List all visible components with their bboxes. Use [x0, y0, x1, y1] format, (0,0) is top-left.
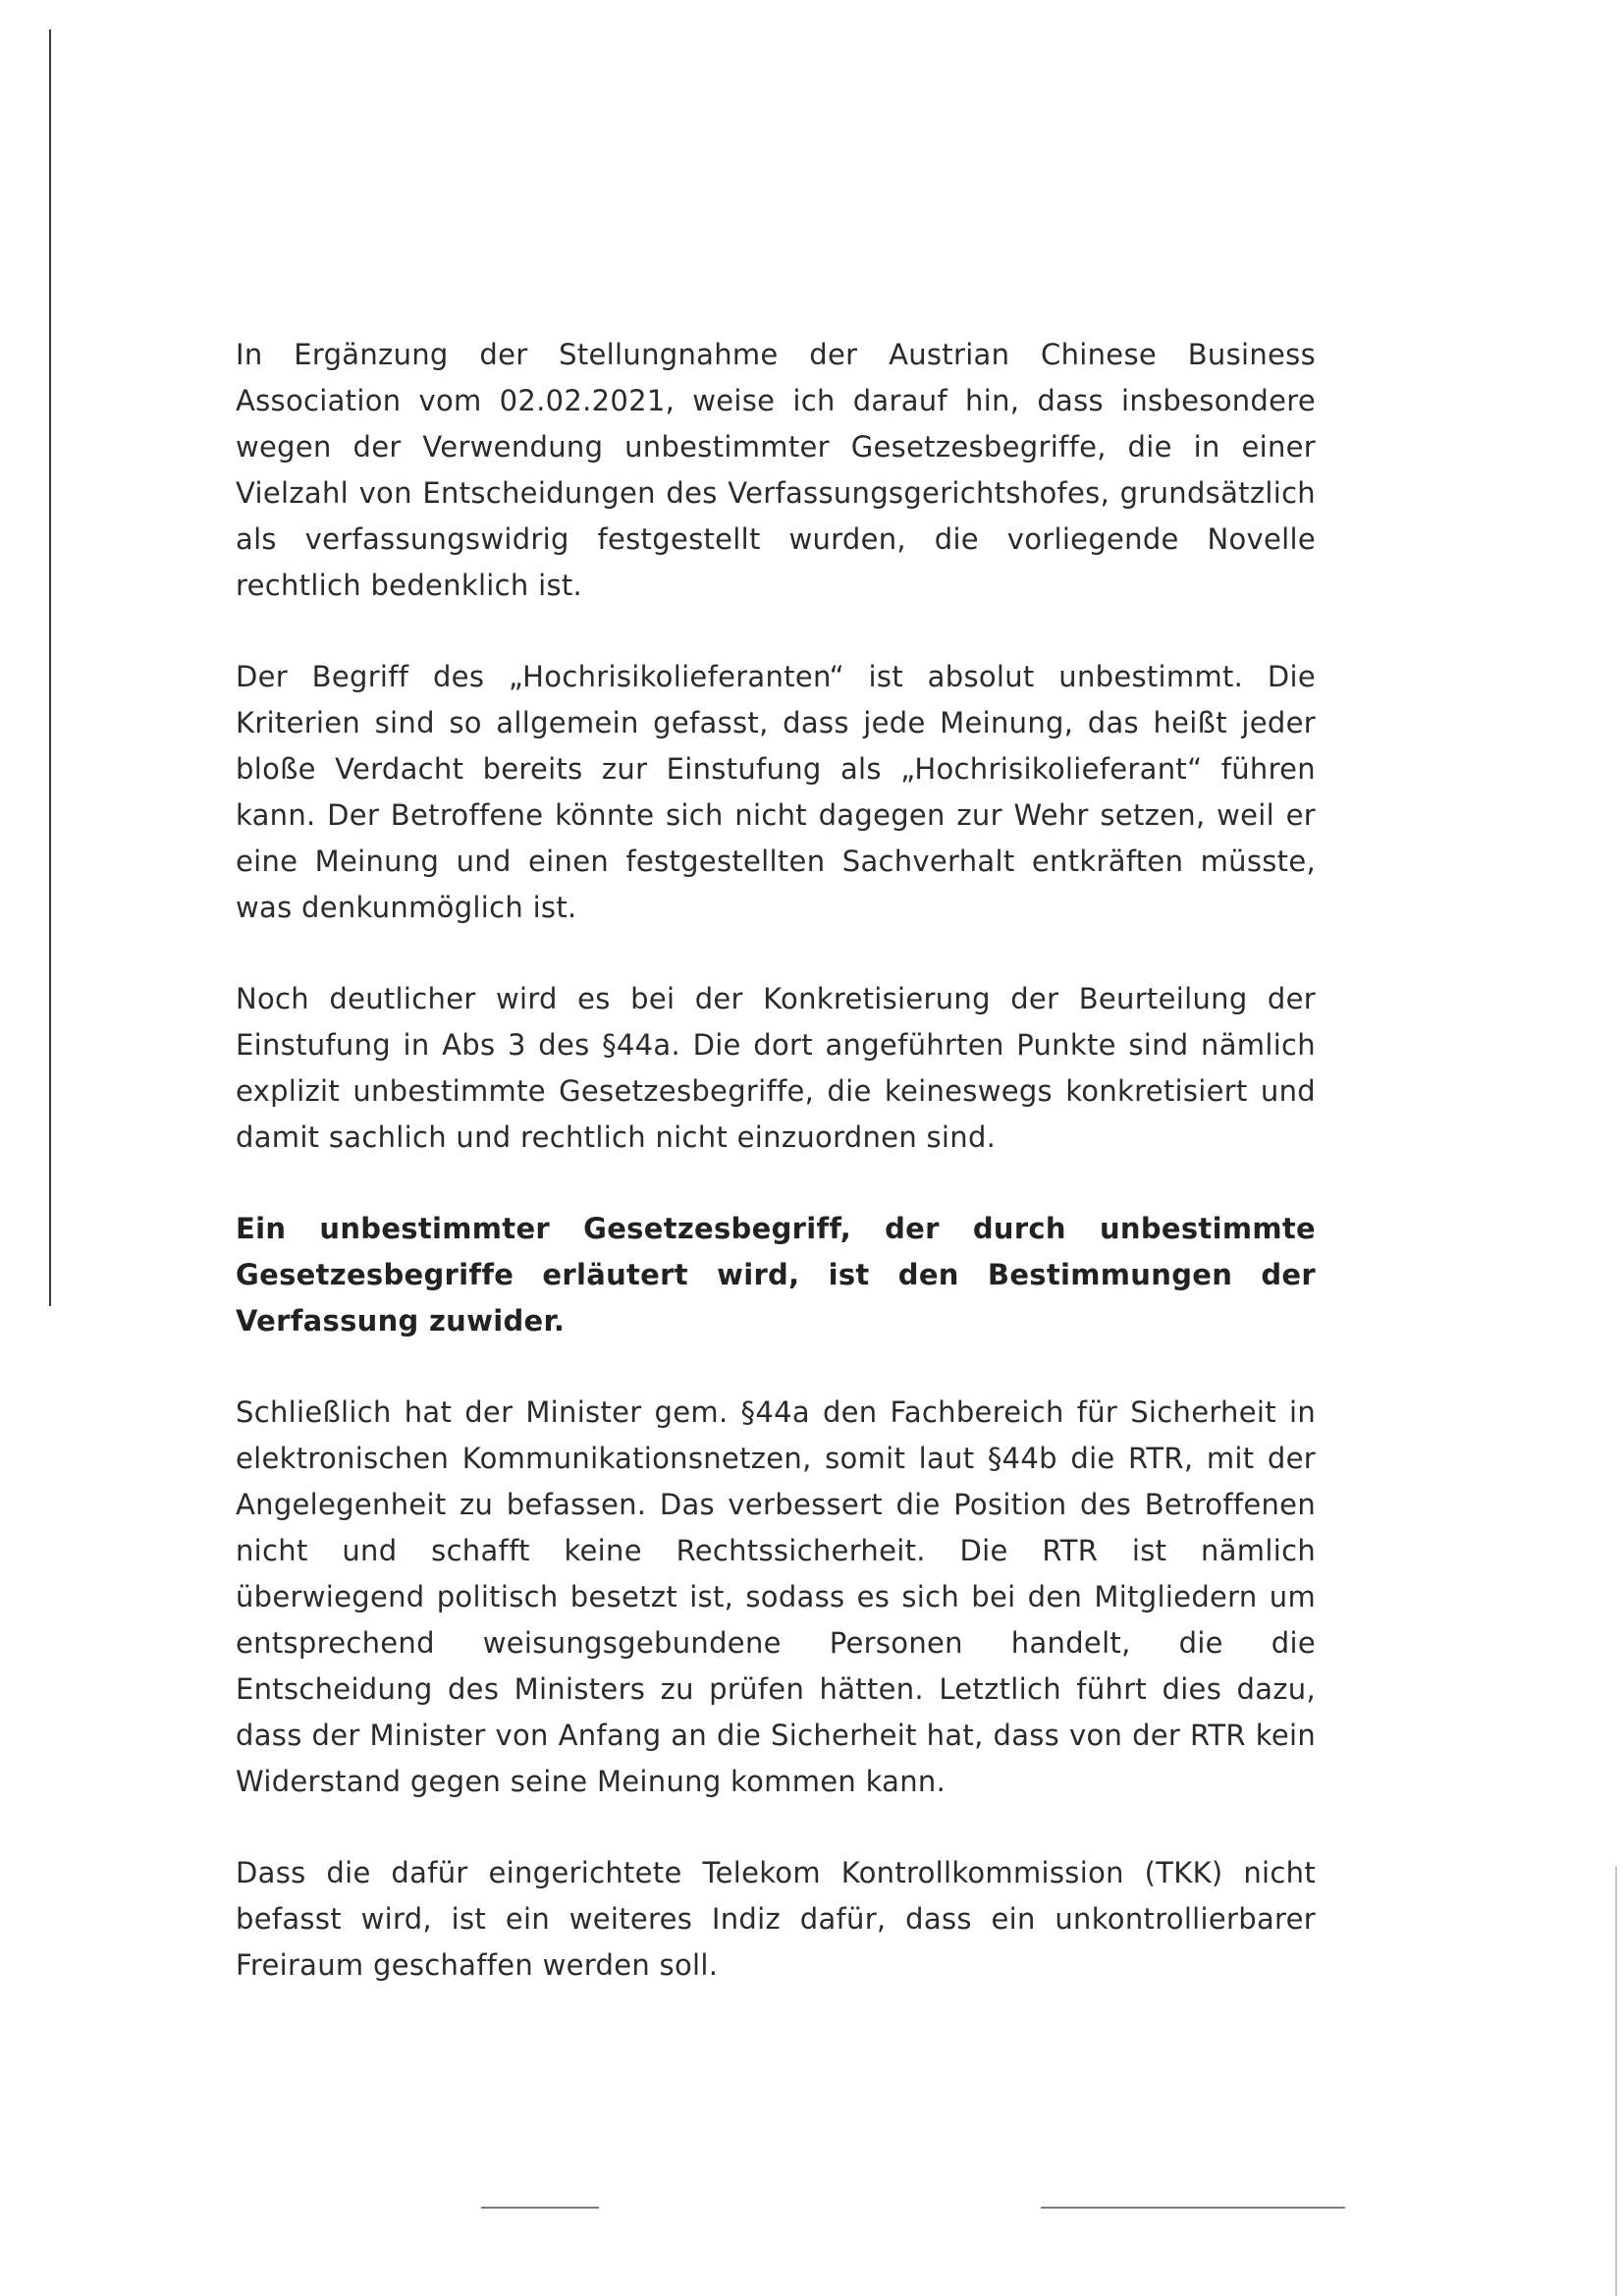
paragraph-konkretisierung: Noch deutlicher wird es bei der Konkretisierung der Beurteilung der Einstufung in Abs 3 des §44a. Die dort angeführten Punkte sind nämlich explizit unbestimmte Gesetzesbegriffe, die keineswegs konkretisiert und damit sachlich und rechtlich nicht einzuordnen sind.: [236, 982, 1316, 1154]
footer-rule-left: [481, 2207, 599, 2209]
scan-border-left: [49, 29, 51, 1306]
scan-border-right: [1615, 1866, 1617, 2296]
paragraph-hochrisikolieferant: Der Begriff des „Hochrisikolieferanten“ ist absolut unbestimmt. Die Kriterien sind so allgemein gefasst, dass jede Meinung, das heißt jeder bloße Verdacht bereits zur Einstufung als „Hochrisikolieferant“ führen kann. Der Betroffene könnte sich nicht dagegen zur Wehr setzen, weil er eine Meinung und einen festgestellten Sachverhalt entkräften müsste, was denkunmöglich ist.: [236, 660, 1316, 924]
paragraph-introduction: In Ergänzung der Stellungnahme der Austrian Chinese Business Association vom 02.02.2021, weise ich darauf hin, dass insbesondere wegen der Verwendung unbestimmter Gesetzesbegriffe, die in einer Vielzahl von Entscheidungen des Verfassungsgerichtshofes, grundsätzlich als verfassungswidrig festgestellt wurden, die vorliegende Novelle rechtlich bedenklich ist.: [236, 338, 1316, 602]
paragraph-key-statement: Ein unbestimmter Gesetzesbegriff, der durch unbestimmte Gesetzesbegriffe erläutert wird, ist den Bestimmungen der Verfassung zuwider.: [236, 1212, 1316, 1338]
paragraph-rtr: Schließlich hat der Minister gem. §44a den Fachbereich für Sicherheit in elektronischen Kommunikationsnetzen, somit laut §44b die RTR, mit der Angelegenheit zu befassen. Das verbessert die Position des Betroffenen nicht und schafft keine Rechtssicherheit. Die RTR ist nämlich überwiegend politisch besetzt ist, sodass es sich bei den Mitgliedern um entsprechend weisungsgebundene Personen handelt, die die Entscheidung des Ministers zu prüfen hätten. Letztlich führt dies dazu, dass der Minister von Anfang an die Sicherheit hat, dass von der RTR kein Widerstand gegen seine Meinung kommen kann.: [236, 1395, 1316, 1798]
paragraph-tkk: Dass die dafür eingerichtete Telekom Kontrollkommission (TKK) nicht befasst wird, ist ein weiteres Indiz dafür, dass ein unkontrollierbarer Freiraum geschaffen werden soll.: [236, 1856, 1316, 1982]
document-body: [236, 332, 1316, 2034]
footer-rule-right: [1041, 2207, 1345, 2209]
